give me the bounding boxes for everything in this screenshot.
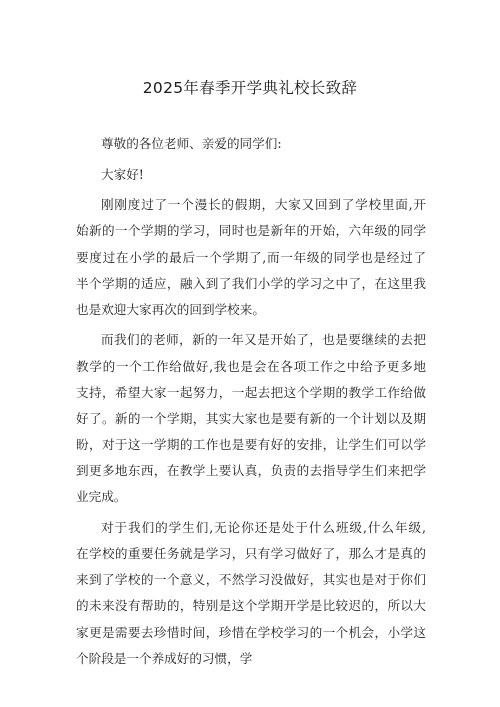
paragraph (76, 327, 426, 510)
text-line: 到更多地东西，在教学上要认真，负责的去指导学生们来把学 (76, 463, 426, 479)
paragraph (76, 192, 426, 323)
text-line: 在学校的重要任务就是学习，只有学习做好了，那么才是真的 (76, 546, 426, 562)
document-body (76, 131, 426, 672)
text-line: 来到了学校的一个意义，不然学习没做好，其实也是对于你们 (76, 572, 426, 588)
text-line: 的未来没有帮助的，特别是这个学期开学是比较迟的，所以大 (76, 598, 426, 614)
paragraph-greeting (76, 162, 426, 188)
text-line: 业完成。 (76, 489, 127, 505)
text-line: 刚刚度过了一个漫长的假期，大家又回到了学校里面,开 (101, 197, 426, 213)
text-line: 也是欢迎大家再次的回到学校来。 (76, 301, 265, 317)
text-line: 大家好! (101, 166, 144, 182)
text-line: 尊敬的各位老师、亲爱的同学们: (101, 136, 282, 151)
text-line: 要度过在小学的最后一个学期了,而一年级的同学也是经过了 (76, 249, 426, 265)
text-line: 而我们的老师，新的一年又是开始了，也是要继续的去把 (101, 332, 426, 348)
paragraph (76, 515, 426, 672)
document-title: 2025年春季开学典礼校长致辞 (142, 79, 358, 97)
text-line: 家更是需要去珍惜时间，珍惜在学校学习的一个机会，小学这 (76, 624, 426, 640)
text-line: 好了。新的一个学期，其实大家也是要有新的一个计划以及期 (76, 410, 426, 426)
paragraph-salutation (76, 131, 426, 157)
text-line: 盼，对于这一学期的工作也是要有好的安排，让学生们可以学 (76, 437, 426, 453)
text-line: 对于我们的学生们,无论你还是处于什么班级,什么年级, (101, 519, 426, 535)
text-line: 始新的一个学期的学习，同时也是新年的开始，六年级的同学 (76, 223, 426, 239)
text-line: 教学的一个工作给做好,我也是会在各项工作之中给予更多地 (76, 358, 426, 374)
text-line: 半个学期的适应，融入到了我们小学的学习之中了，在这里我 (76, 275, 426, 291)
text-line: 支持，希望大家一起努力，一起去把这个学期的教学工作给做 (76, 384, 426, 400)
text-line: 个阶段是一个养成好的习惯，学 (76, 650, 253, 666)
